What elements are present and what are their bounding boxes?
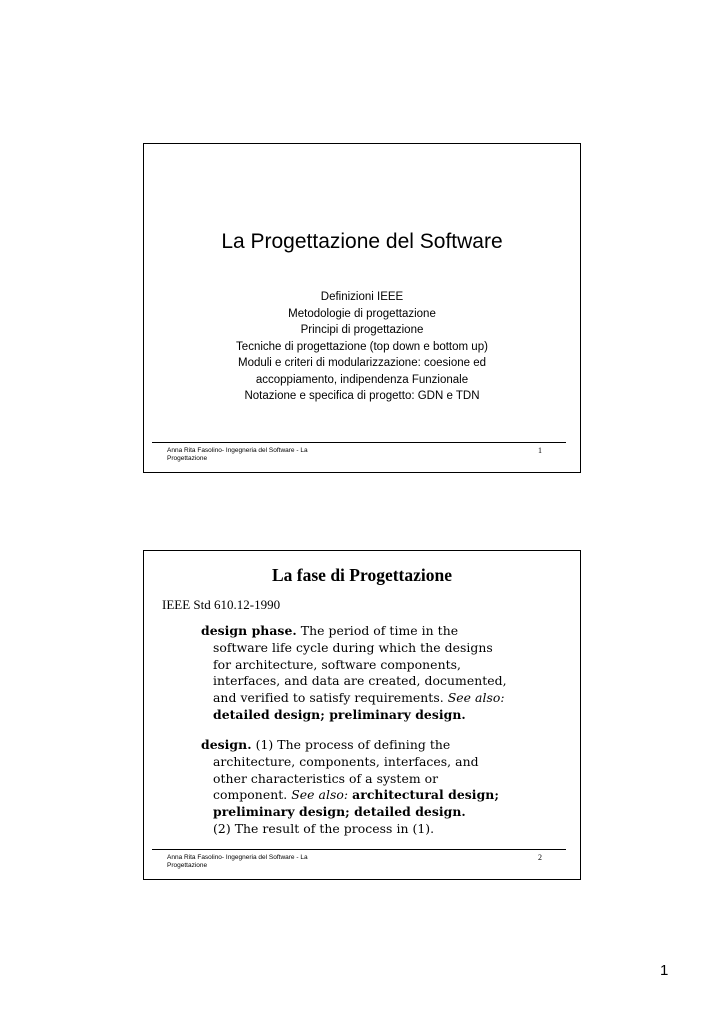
slide-footer: Anna Rita Fasolino- Ingegneria del Software - La Progettazione bbox=[167, 447, 308, 462]
slide-footer: Anna Rita Fasolino- Ingegneria del Software - La Progettazione bbox=[167, 854, 308, 869]
definition-body: (1) The process of defining the architecture, components, interfaces, and other characteristics of a system or component. bbox=[213, 737, 479, 803]
definition-term: design phase. bbox=[201, 623, 297, 638]
footer-divider bbox=[152, 849, 566, 850]
list-item: Definizioni IEEE bbox=[320, 291, 404, 303]
see-also-label: See also: bbox=[447, 690, 505, 706]
list-item: Tecniche di progettazione (top down e bottom up) bbox=[236, 340, 488, 353]
sheet-page-number: 1 bbox=[660, 962, 669, 979]
slide-subtitle: IEEE Std 610.12-1990 bbox=[162, 597, 281, 612]
see-also-refs: detailed design; preliminary design. bbox=[213, 706, 466, 722]
slide-title: La fase di Progettazione bbox=[272, 565, 452, 585]
list-item: Moduli e criteri di modularizzazione: coesione ed accoppiamento, indipendenza Funzionale bbox=[237, 357, 486, 386]
footer-divider bbox=[152, 442, 566, 443]
definition-design bbox=[201, 737, 513, 838]
slide-title: La Progettazione del Software bbox=[221, 230, 503, 253]
definition-part-2: (2) The result of the process in (1). bbox=[213, 820, 435, 836]
definition-term: design. bbox=[201, 737, 252, 752]
slide-2 bbox=[143, 550, 581, 880]
definition-body: The period of time in the software life cycle during which the designs for architecture, software components, interfaces, and data are created, documented, and verified to satisfy requirements. bbox=[213, 623, 507, 706]
topic-list bbox=[144, 289, 580, 405]
definition-design-phase bbox=[201, 623, 513, 724]
slide-page-number: 1 bbox=[538, 446, 542, 455]
list-item: Notazione e specifica di progetto: GDN e TDN bbox=[244, 390, 480, 402]
slide-page-number: 2 bbox=[538, 853, 542, 862]
list-item: Metodologie di progettazione bbox=[288, 307, 436, 320]
see-also-label: See also: bbox=[291, 787, 349, 803]
see-also-refs: architectural design; preliminary design; detailed design. bbox=[213, 787, 499, 820]
slide-1 bbox=[143, 143, 581, 473]
list-item: Principi di progettazione bbox=[300, 324, 424, 336]
